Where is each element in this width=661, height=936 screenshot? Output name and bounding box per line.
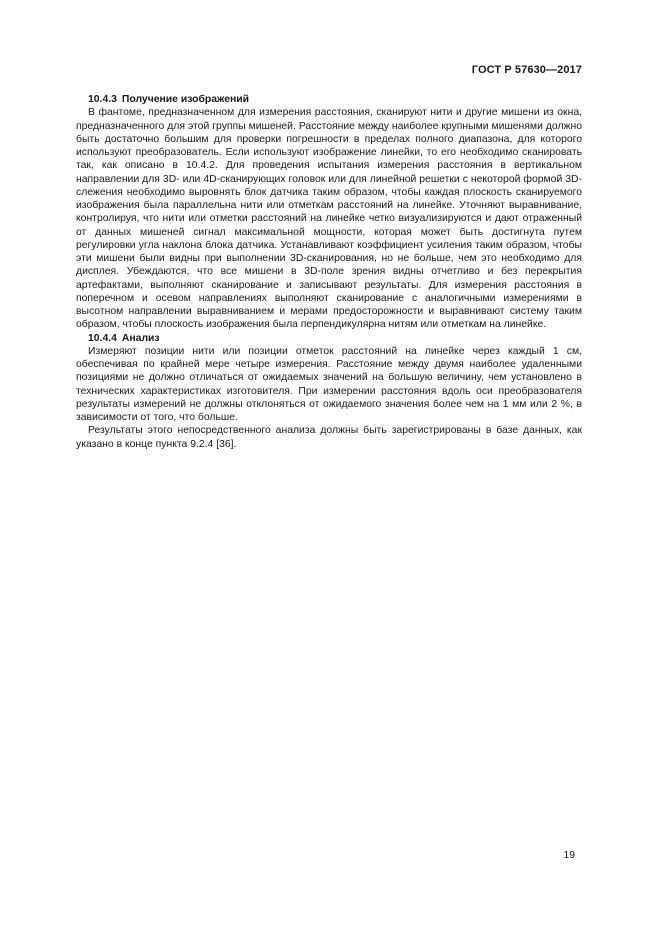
section-number: 10.4.4 xyxy=(88,332,117,344)
standard-number: ГОСТ Р 57630—2017 xyxy=(471,64,582,76)
document-body xyxy=(76,93,582,451)
page-number: 19 xyxy=(563,850,575,861)
section-10-4-4 xyxy=(76,332,582,451)
section-heading xyxy=(76,332,582,345)
paragraph: Измеряют позиции нити или позиции отметок расстояний на линейке через каждый 1 см, обеспечивая по крайней мере четыре измерения. Расстояние между двумя наиболее удаленными позициями не должно отличаться от ожидаемых значений на большую величину, чем установлено в технических характеристиках изготовителя. При измерении расстояния вдоль оси преобразователя результаты измерений не должны отклоняться от ожидаемого значения более чем на 1 мм или 2 %, в зависимости от того, что больше. xyxy=(76,345,582,423)
paragraph: Результаты этого непосредственного анализа должны быть зарегистрированы в базе данных, как указано в конце пункта 9.2.4 [36]. xyxy=(76,425,582,450)
paragraph: В фантоме, предназначенном для измерения расстояния, сканируют нити и другие мишени из окна, предназначенного для этой группы мишеней. Расстояние между наиболее крупными мишенями должно быть достаточно большим для проверки погрешности в пределах полного диапазона, для которого используют преобразователь. Если используют изображение линейки, то его необходимо сканировать так, как описано в 10.4.2. Для проведения испытания измерения расстояния в вертикальном направлении для 3D- или 4D-сканирующих головок или для линейной решетки с некоторой формой 3D-слежения необходимо выровнять блок датчика таким образом, чтобы каждая плоскость сканируемого изображения была параллельна нити или отметкам расстояний на линейке. Уточняют выравнивание, контролируя, что нити или отметки расстояний на линейке четко визуализируются и дают отраженный от данных мишеней сигнал максимальной мощности, которая может быть достигнута путем регулировки угла наклона блока датчика. Устанавливают коэффициент усиления таким образом, чтобы эти мишени были видны при выполнении 3D-сканирования, но не больше, чем это необходимо для дисплея. Убеждаются, что все мишени в 3D-поле зрения видны отчетливо и без перекрытия артефактами, выполняют сканирование и записывают результаты. Для измерения расстояния в поперечном и осевом направлениях выполняют сканирование с аналогичными измерениями в высотном направлении выравниванием и мерами предосторожности и выравнивают систему таким образом, чтобы плоскость изображения была перпендикулярна нитям или отметкам на линейке. xyxy=(76,107,582,331)
section-heading xyxy=(76,93,582,106)
section-10-4-3 xyxy=(76,93,582,332)
section-number: 10.4.3 xyxy=(88,94,117,105)
section-title: Анализ xyxy=(121,332,160,344)
section-title: Получение изображений xyxy=(121,94,250,105)
